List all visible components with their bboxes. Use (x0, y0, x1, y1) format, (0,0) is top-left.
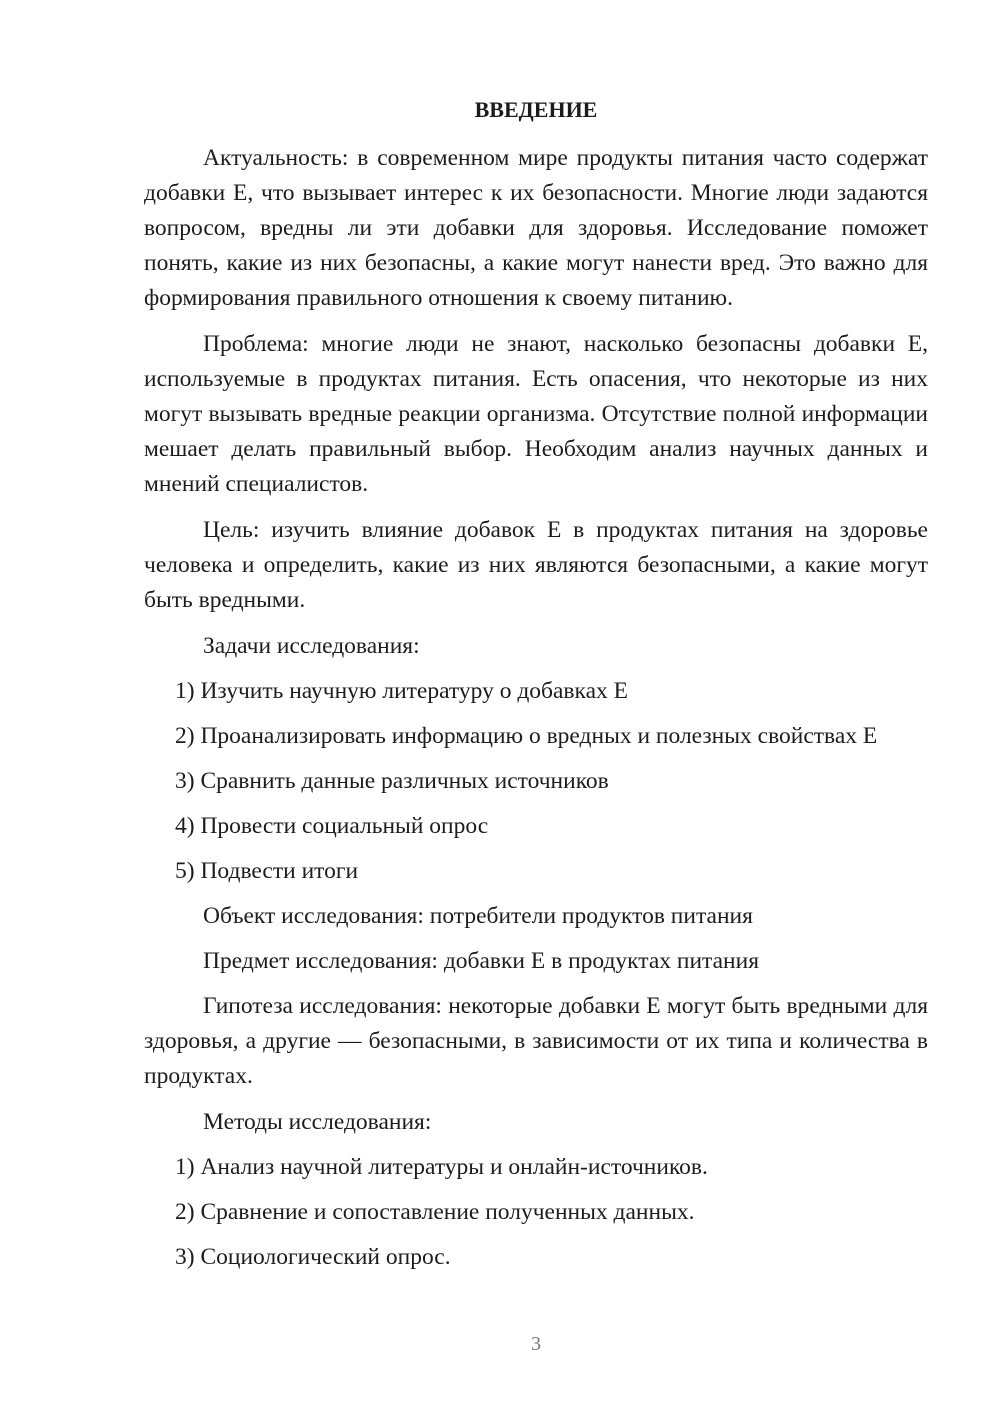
task-item: 4) Провести социальный опрос (175, 813, 489, 839)
research-subject: Предмет исследования: добавки Е в продуктах питания (203, 948, 760, 974)
task-item: 1) Изучить научную литературу о добавках Е (175, 678, 628, 704)
method-item: 3) Социологический опрос. (175, 1244, 451, 1270)
tasks-title: Задачи исследования: (203, 633, 420, 659)
problem-paragraph: Проблема: многие люди не знают, насколько безопасны добавки Е, используемые в продуктах питания. Есть опасения, что некоторые из них могут вызывать вредные реакции организма. Отсутствие полной информации мешает делать правильный выбор. Необходим анализ научных данных и мнений специалистов. (144, 331, 928, 497)
research-object: Объект исследования: потребители продуктов питания (203, 903, 753, 929)
goal-paragraph: Цель: изучить влияние добавок Е в продуктах питания на здоровье человека и определить, какие из них являются безопасными, а какие могут быть вредными. (144, 517, 928, 613)
document-page (144, 95, 928, 1285)
task-item: 5) Подвести итоги (175, 858, 359, 884)
method-item: 1) Анализ научной литературы и онлайн-источников. (175, 1154, 708, 1180)
task-item: 3) Сравнить данные различных источников (175, 768, 609, 794)
page-number: 3 (531, 1333, 541, 1355)
page-heading: ВВЕДЕНИЕ (474, 97, 598, 122)
relevance-paragraph: Актуальность: в современном мире продукты питания часто содержат добавки Е, что вызывает интерес к их безопасности. Многие люди задаются вопросом, вредны ли эти добавки для здоровья. Исследование поможет понять, какие из них безопасны, а какие могут нанести вред. Это важно для формирования правильного отношения к своему питанию. (144, 145, 928, 311)
methods-title: Методы исследования: (203, 1109, 432, 1135)
method-item: 2) Сравнение и сопоставление полученных данных. (175, 1199, 695, 1225)
hypothesis-paragraph: Гипотеза исследования: некоторые добавки Е могут быть вредными для здоровья, а другие — безопасными, в зависимости от их типа и количества в продуктах. (144, 993, 928, 1089)
task-item: 2) Проанализировать информацию о вредных и полезных свойствах Е (175, 723, 878, 749)
